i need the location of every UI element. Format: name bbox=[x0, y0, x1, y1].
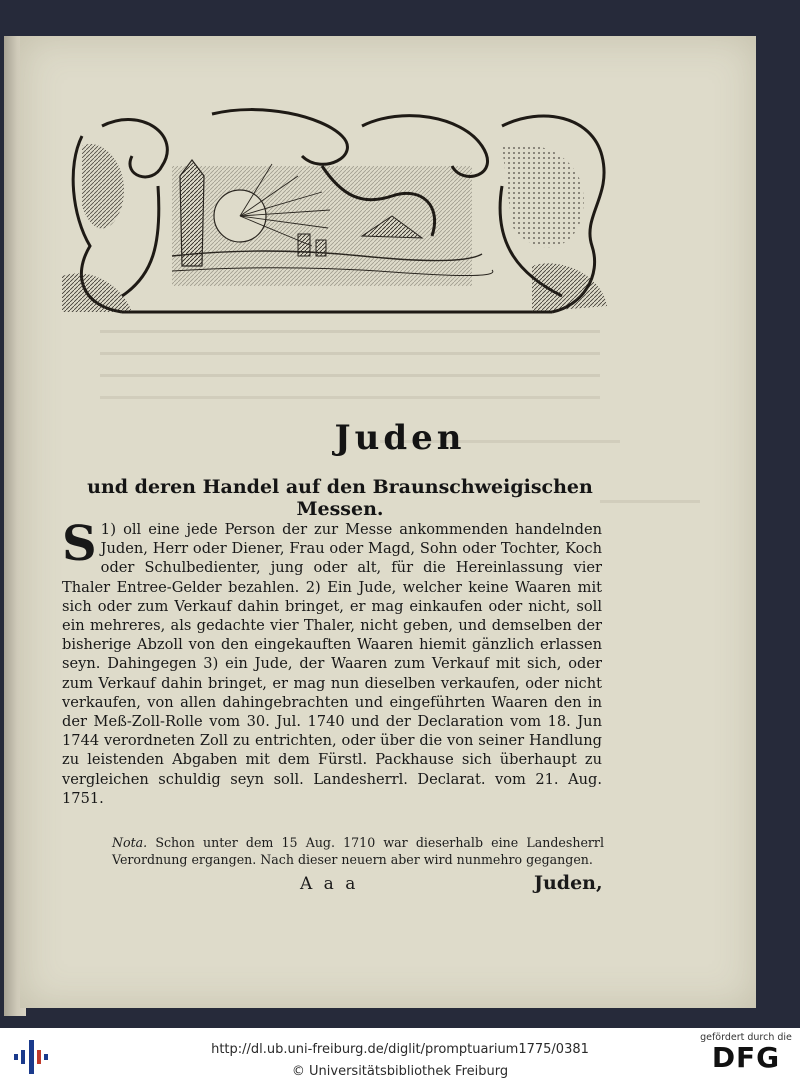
dfg-logo-text: DFG bbox=[711, 1041, 781, 1074]
funder-caption: gefördert durch die bbox=[700, 1032, 792, 1043]
body-paragraph bbox=[62, 516, 602, 808]
nota-label: Nota. bbox=[112, 835, 148, 850]
page-subtitle: und deren Handel auf den Braunschweigischen Messen. bbox=[87, 476, 593, 520]
viewer-footer bbox=[0, 1028, 800, 1085]
nota-text: Schon unter dem 15 Aug. 1710 war dieserhalb eine Landesherrl Verordnung ergangen. Nach dieser neuern aber wird nunmehro gegangen. bbox=[112, 835, 604, 867]
nota-note bbox=[112, 834, 604, 868]
dfg-logo bbox=[700, 1030, 792, 1082]
drop-cap: S bbox=[62, 516, 97, 572]
catchword: Juden, bbox=[534, 872, 603, 894]
body-text: oll eine jede Person der zur Messe ankommenden handelnden Juden, Herr oder Diener, Frau oder Magd, Sohn oder Tochter, Koch oder Schulbedienter, jung oder alt, für die Hereinlassung vier Thaler Entree-Gelder bezahlen. 2) Ein Jude, welcher keine Waaren mit sich oder zum Verkauf dahin bringet, er mag einkaufen oder nicht, soll ein mehreres, als gedachte vier Thaler, nicht geben, und demselben der bisherige Abzoll von den eingekauften Waaren hiemit gänzlich erlassen seyn. Dahingegen 3) ein Jude, der Waaren zum Verkauf mit sich, oder zum Verkauf dahin bringet, er mag nun dieselben verkaufen, oder nicht verkaufen, von allen dahingebrachten und eingeführten Waaren den in der Meß-Zoll-Rolle vom 30. Jul. 1740 und der Declaration vom 18. Jun 1744 verordneten Zoll zu entrichten, oder über die von seiner Handlung zu leistenden Abgaben mit dem Fürstl. Packhause sich überhaupt zu vergleichen schuldig seyn soll. Landesherrl. Declarat. vom 21. Aug. 1751. bbox=[62, 521, 602, 807]
item-number: 1) bbox=[100, 520, 117, 538]
page-title: Juden bbox=[334, 418, 466, 458]
ornament-vignette bbox=[62, 106, 614, 326]
copyright-text: © Universitätsbibliothek Freiburg bbox=[291, 1064, 509, 1079]
signature-mark: A a a bbox=[300, 874, 359, 894]
document-url-link[interactable]: http://dl.ub.uni-freiburg.de/diglit/promptuarium1775/0381 bbox=[211, 1042, 589, 1057]
